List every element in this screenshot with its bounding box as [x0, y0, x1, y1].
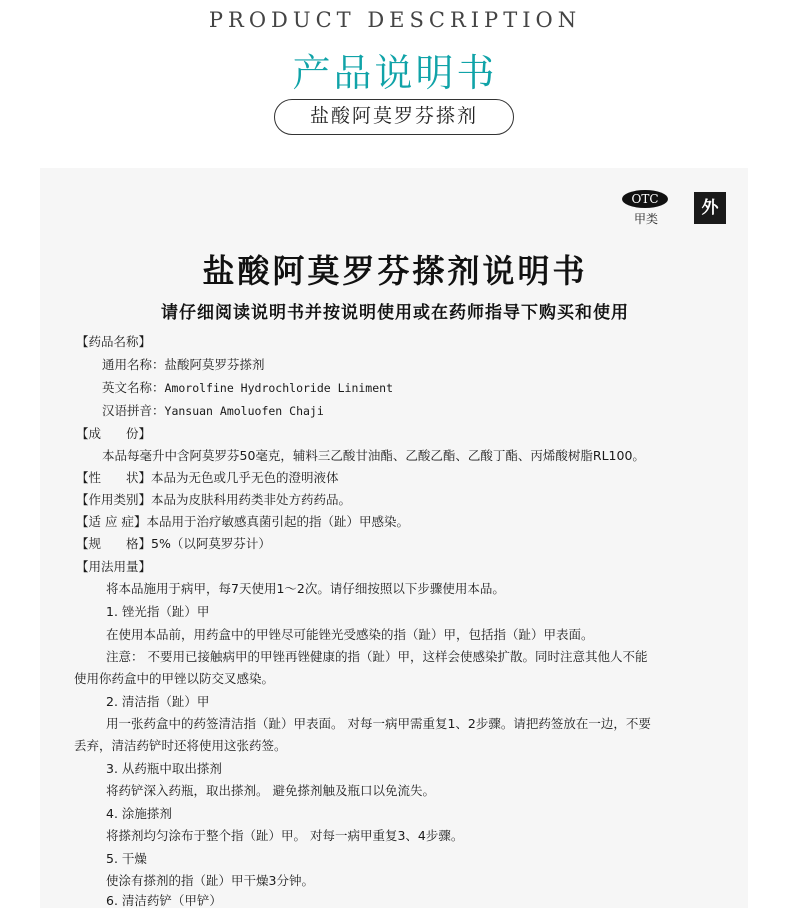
document-subtitle: 请仔细阅读说明书并按说明使用或在药师指导下购买和使用 [161, 303, 629, 323]
step-1-description: 在使用本品前，用药盒中的甲锉尽可能锉光受感染的指（趾）甲，包括指（趾）甲表面。 [106, 627, 594, 642]
product-name-pill: 盐酸阿莫罗芬搽剂 [274, 99, 514, 135]
section-usage-heading: 【用法用量】 [76, 559, 152, 574]
header-chinese-title: 产品说明书 [292, 51, 498, 95]
note-line-1: 注意： 不要用已接触病甲的甲锉再锉健康的指（趾）甲，这样会使感染扩散。同时注意其他人不能 [106, 649, 648, 664]
step-5-heading: 5. 干燥 [106, 851, 147, 866]
step-6-heading: 6. 清洁药铲（甲铲） [106, 893, 222, 908]
generic-name-line: 通用名称：盐酸阿莫罗芬搽剂 [102, 357, 265, 372]
section-ingredients-heading: 【成 份】 [76, 426, 152, 441]
pinyin-line [102, 403, 324, 419]
otc-class-label: 甲类 [633, 212, 658, 226]
step-3-heading: 3. 从药瓶中取出搽剂 [106, 761, 222, 776]
note-line-2: 使用你药盒中的甲锉以防交叉感染。 [74, 671, 275, 686]
external-use-badge: 外 [694, 192, 726, 224]
step-2-description-2: 丢弃，清洁药铲时还将使用这张药签。 [74, 738, 287, 753]
english-name-value: Amorolfine Hydrochloride Liniment [164, 381, 393, 395]
usage-intro: 将本品施用于病甲，每7天使用1～2次。请仔细按照以下步骤使用本品。 [106, 581, 505, 596]
header-english-title: PRODUCT DESCRIPTION [208, 8, 582, 32]
indications-line: 【适 应 症】本品用于治疗敏感真菌引起的指（趾）甲感染。 [76, 514, 409, 529]
step-2-description-1: 用一张药盒中的药签清洁指（趾）甲表面。 对每一病甲需重复1、2步骤。请把药签放在一边，不要 [106, 716, 651, 731]
document-title: 盐酸阿莫罗芬搽剂说明书 [202, 252, 588, 290]
category-line: 【作用类别】本品为皮肤科用药类非处方药药品。 [76, 492, 352, 507]
section-drug-name-heading: 【药品名称】 [76, 334, 152, 349]
english-name-label: 英文名称： [102, 380, 165, 395]
english-name-line [102, 380, 393, 396]
ingredients-text: 本品每毫升中含阿莫罗芬50毫克，辅料三乙酸甘油酯、乙酸乙酯、乙酸丁酯、丙烯酸树脂RL100。 [102, 448, 645, 463]
spec-line: 【规 格】5%（以阿莫罗芬计） [76, 536, 271, 551]
step-1-heading: 1. 锉光指（趾）甲 [106, 604, 210, 619]
pinyin-value: Yansuan Amoluofen Chaji [164, 404, 324, 418]
step-5-description: 使涂有搽剂的指（趾）甲干燥3分钟。 [106, 873, 314, 888]
otc-badge: OTC [622, 190, 668, 208]
step-2-heading: 2. 清洁指（趾）甲 [106, 694, 210, 709]
properties-line: 【性 状】本品为无色或几乎无色的澄明液体 [76, 470, 339, 485]
step-4-description: 将搽剂均匀涂布于整个指（趾）甲。 对每一病甲重复3、4步骤。 [106, 828, 464, 843]
step-4-heading: 4. 涂施搽剂 [106, 806, 172, 821]
step-3-description: 将药铲深入药瓶，取出搽剂。 避免搽剂触及瓶口以免流失。 [106, 783, 435, 798]
pinyin-label: 汉语拼音： [102, 403, 165, 418]
